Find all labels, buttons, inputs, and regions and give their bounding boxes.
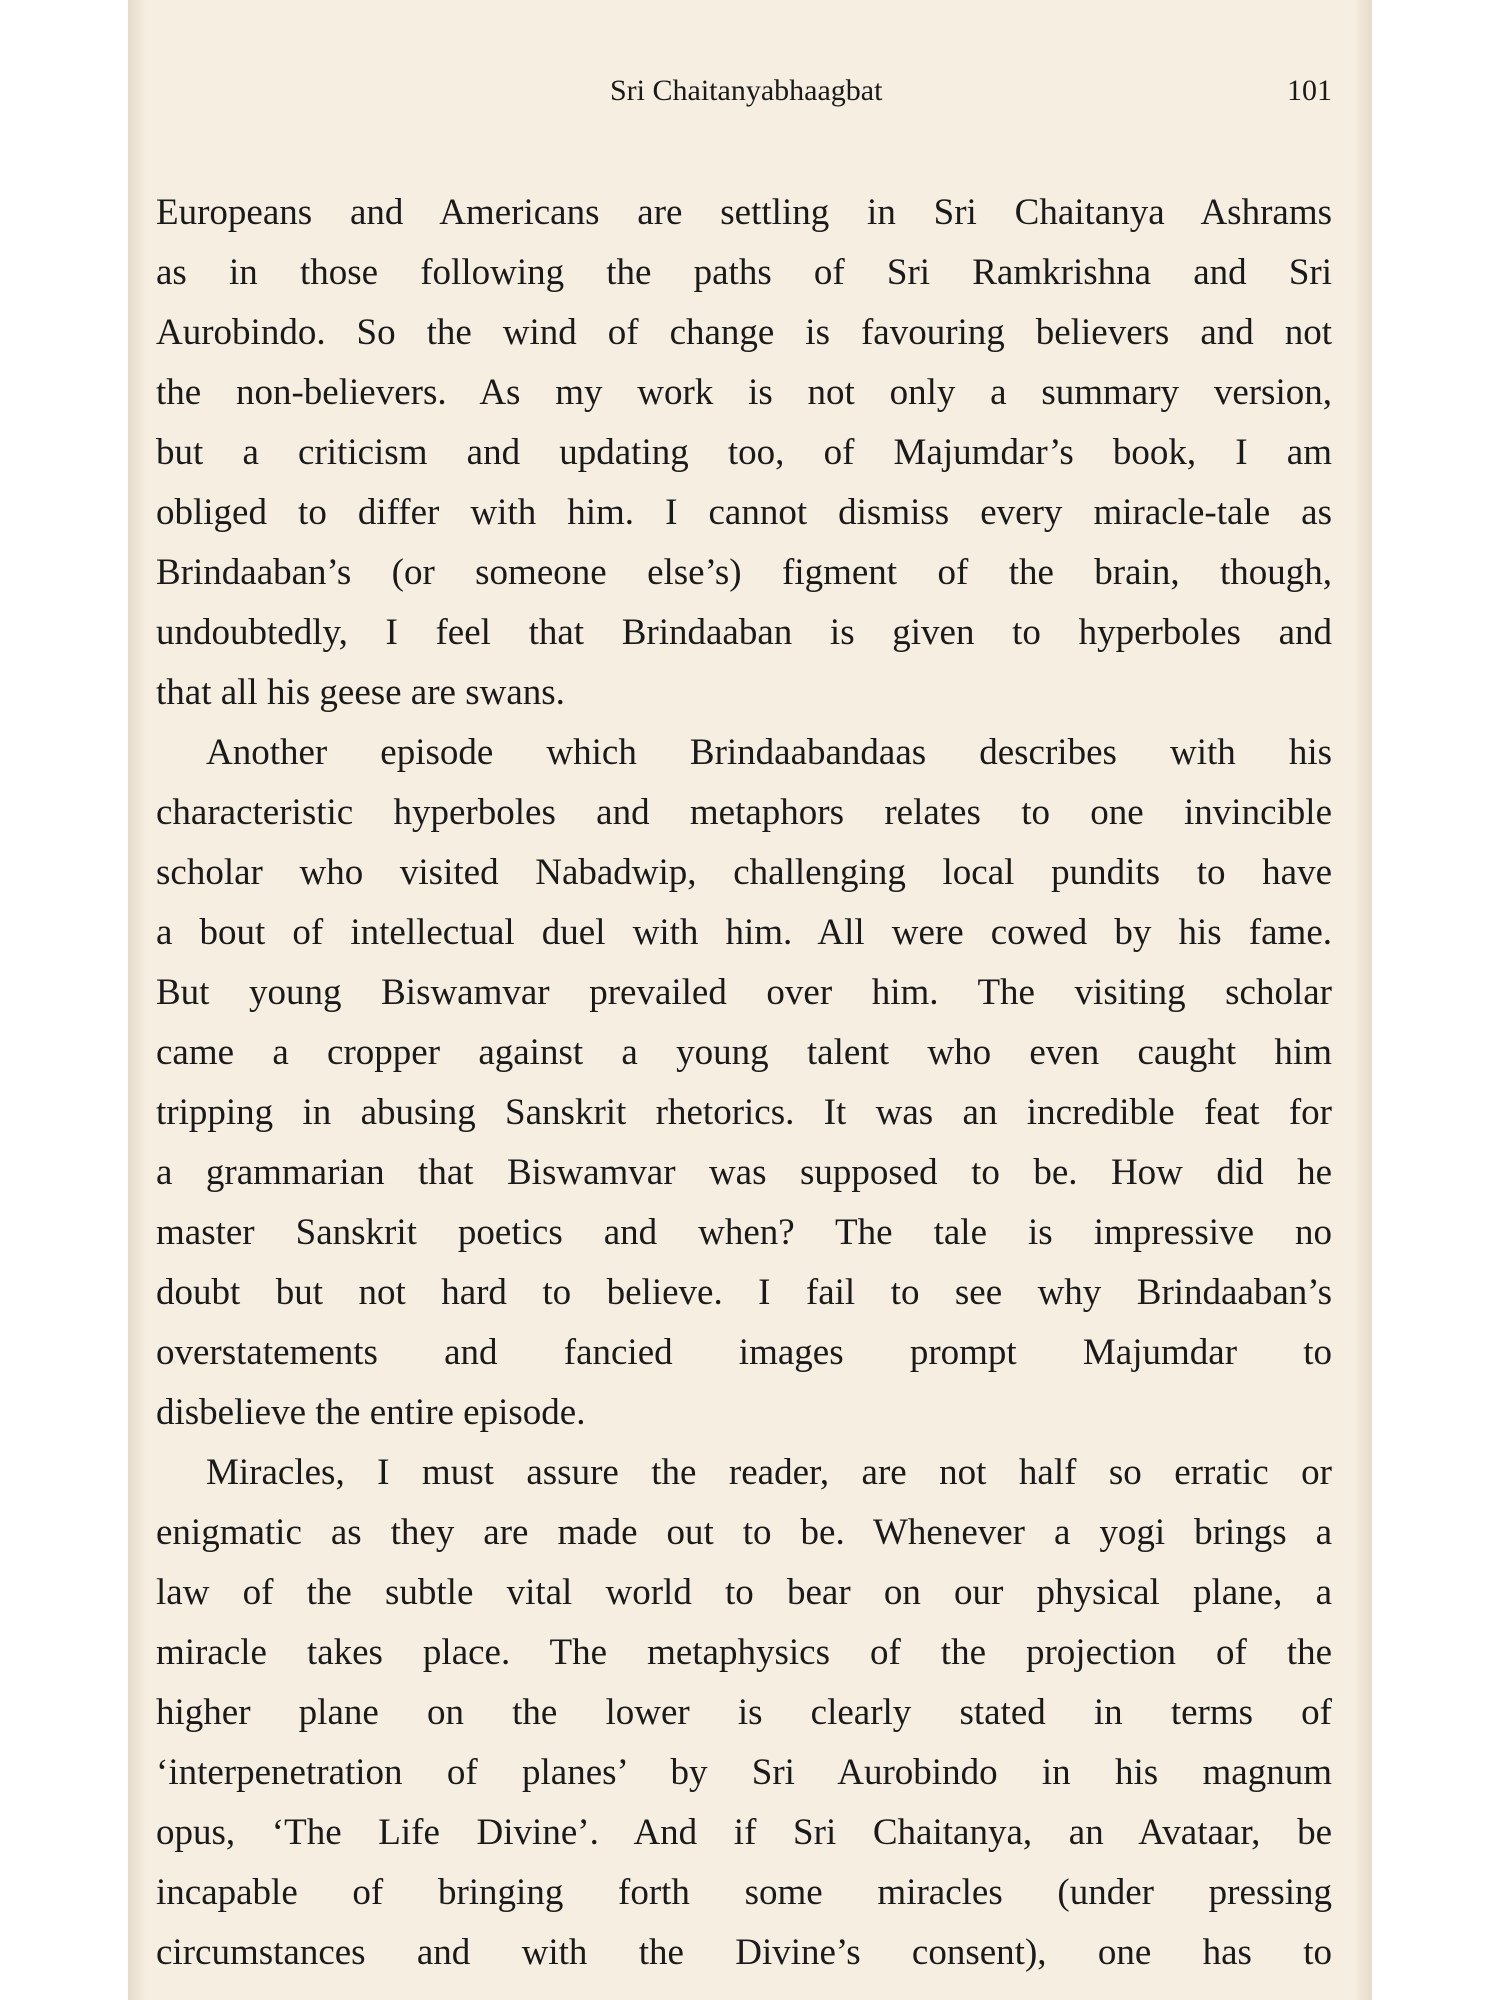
text-line: that all his geese are swans. (156, 672, 565, 713)
text-line: the non-believers. As my work is not only a summary version, (156, 372, 1332, 413)
text-line: law of the subtle vital world to bear on our physical plane, a (156, 1572, 1332, 1613)
text-line: doubt but not hard to believe. I fail to see why Brindaaban’s (156, 1272, 1332, 1313)
page-number: 101 (1287, 74, 1332, 107)
text-line: master Sanskrit poetics and when? The tale is impressive no (156, 1212, 1332, 1253)
text-line: ‘interpenetration of planes’ by Sri Aurobindo in his magnum (156, 1752, 1332, 1793)
page-edge-left (128, 0, 146, 2000)
text-line: disbelieve the entire episode. (156, 1392, 586, 1433)
text-line: as in those following the paths of Sri Ramkrishna and Sri (156, 252, 1332, 293)
text-line: characteristic hyperboles and metaphors relates to one invincible (156, 792, 1332, 833)
text-line: enigmatic as they are made out to be. Whenever a yogi brings a (156, 1512, 1332, 1553)
text-line: Aurobindo. So the wind of change is favouring believers and not (156, 312, 1332, 353)
text-line: incapable of bringing forth some miracles (under pressing (156, 1872, 1332, 1913)
text-line: scholar who visited Nabadwip, challenging local pundits to have (156, 852, 1332, 893)
text-line: Another episode which Brindaabandaas describes with his (206, 732, 1332, 773)
page-edge-right (1354, 0, 1372, 2000)
paragraph-3 (156, 1443, 1332, 1983)
text-line: a bout of intellectual duel with him. All were cowed by his fame. (156, 912, 1332, 953)
text-line: circumstances and with the Divine’s consent), one has to (156, 1932, 1332, 1973)
header-title: Sri Chaitanyabhaagbat (610, 74, 883, 107)
text-line: obliged to differ with him. I cannot dismiss every miracle-tale as (156, 492, 1332, 533)
text-line: came a cropper against a young talent who even caught him (156, 1032, 1332, 1073)
book-page (128, 0, 1372, 2000)
text-line: But young Biswamvar prevailed over him. The visiting scholar (156, 972, 1332, 1013)
text-line: but a criticism and updating too, of Majumdar’s book, I am (156, 432, 1332, 473)
text-line: a grammarian that Biswamvar was supposed to be. How did he (156, 1152, 1332, 1193)
text-line: undoubtedly, I feel that Brindaaban is given to hyperboles and (156, 612, 1332, 653)
text-line: higher plane on the lower is clearly stated in terms of (156, 1692, 1332, 1733)
body-text (156, 183, 1332, 1983)
text-line: opus, ‘The Life Divine’. And if Sri Chaitanya, an Avataar, be (156, 1812, 1332, 1853)
text-line: Miracles, I must assure the reader, are not half so erratic or (206, 1452, 1332, 1493)
text-line: Brindaaban’s (or someone else’s) figment of the brain, though, (156, 552, 1332, 593)
text-line: miracle takes place. The metaphysics of the projection of the (156, 1632, 1332, 1673)
paragraph-2 (156, 723, 1332, 1443)
running-header (128, 74, 1372, 124)
paragraph-1 (156, 183, 1332, 723)
text-line: tripping in abusing Sanskrit rhetorics. It was an incredible feat for (156, 1092, 1332, 1133)
text-line: overstatements and fancied images prompt Majumdar to (156, 1332, 1332, 1373)
text-line: Europeans and Americans are settling in Sri Chaitanya Ashrams (156, 192, 1332, 233)
